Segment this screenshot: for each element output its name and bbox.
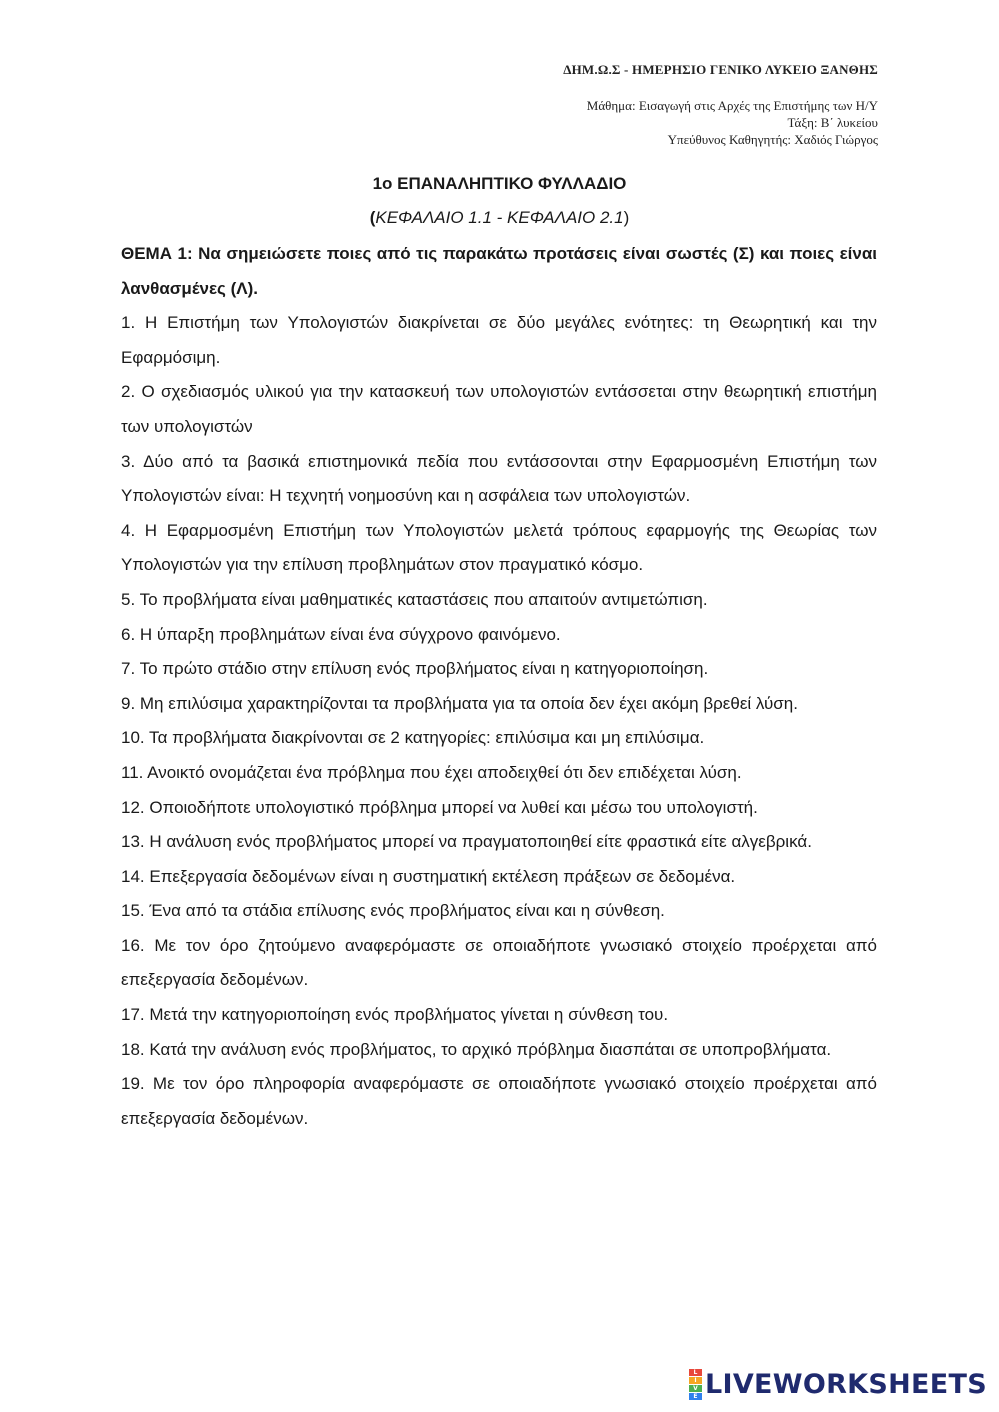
statement-10: 10. Τα προβλήματα διακρίνονται σε 2 κατηγορίες: επιλύσιμα και μη επιλύσιμα. bbox=[121, 728, 705, 748]
logo-block-l: L bbox=[689, 1369, 702, 1376]
course-name: Μάθημα: Εισαγωγή στις Αρχές της Επιστήμης των Η/Υ bbox=[586, 98, 878, 113]
school-header: ΔΗΜ.Ω.Σ - ΗΜΕΡΗΣΙΟ ΓΕΝΙΚΟ ΛΥΚΕΙΟ ΞΑΝΘΗΣ bbox=[563, 62, 878, 77]
liveworksheets-logo[interactable] bbox=[689, 1369, 987, 1400]
topic-heading: ΘΕΜΑ 1: Να σημειώσετε ποιες από τις παρακάτω προτάσεις είναι σωστές (Σ) και ποιες είναι λανθασμένες (Λ). bbox=[121, 244, 877, 298]
logo-block-i: I bbox=[689, 1377, 702, 1384]
statement-4: 4. Η Εφαρμοσμένη Επιστήμη των Υπολογιστών μελετά τρόπους εφαρμογής της Θεωρίας των Υπολογιστών για την επίλυση προβλημάτων στον πραγματικό κόσμο. bbox=[121, 520, 877, 575]
statement-12: 12. Οποιοδήποτε υπολογιστικό πρόβλημα μπορεί να λυθεί και μέσω του υπολογιστή. bbox=[121, 797, 758, 817]
statement-2: 2. Ο σχεδιασμός υλικού για την κατασκευή των υπολογιστών εντάσσεται στην θεωρητική επιστήμη των υπολογιστών bbox=[121, 382, 877, 436]
statement-18: 18. Κατά την ανάλυση ενός προβλήματος, το αρχικό πρόβλημα διασπάται σε υποπροβλήματα. bbox=[121, 1039, 832, 1059]
teacher-name: Υπεύθυνος Καθηγητής: Χαδιός Γιώργος bbox=[667, 132, 878, 147]
statement-11: 11. Ανοικτό ονομάζεται ένα πρόβλημα που έχει αποδειχθεί ότι δεν επιδέχεται λύση. bbox=[121, 762, 742, 782]
statement-5: 5. Το προβλήματα είναι μαθηματικές καταστάσεις που απαιτούν αντιμετώπιση. bbox=[121, 589, 708, 609]
page-subtitle bbox=[0, 208, 999, 228]
statement-6: 6. Η ύπαρξη προβλημάτων είναι ένα σύγχρονο φαινόμενο. bbox=[121, 624, 561, 644]
statement-17: 17. Μετά την κατηγοριοποίηση ενός προβλήματος γίνεται η σύνθεση του. bbox=[121, 1005, 669, 1025]
logo-icon bbox=[689, 1369, 702, 1400]
course-info bbox=[587, 97, 878, 148]
statement-15: 15. Ένα από τα στάδια επίλυσης ενός προβλήματος είναι και η σύνθεση. bbox=[121, 901, 665, 921]
statement-9: 9. Μη επιλύσιμα χαρακτηρίζονται τα προβλήματα για τα οποία δεν έχει ακόμη βρεθεί λύση. bbox=[121, 693, 798, 713]
worksheet-content bbox=[121, 237, 877, 1136]
statement-3: 3. Δύο από τα βασικά επιστημονικά πεδία που εντάσσονται στην Εφαρμοσμένη Επιστήμη των Υπολογιστών είναι: Η τεχνητή νοημοσύνη και η ασφάλεια των υπολογιστών. bbox=[121, 451, 877, 506]
statement-7: 7. Το πρώτο στάδιο στην επίλυση ενός προβλήματος είναι η κατηγοριοποίηση. bbox=[121, 659, 709, 679]
logo-text: LIVEWORKSHEETS bbox=[704, 1368, 987, 1400]
page-title: 1ο ΕΠΑΝΑΛΗΠΤΙΚΟ ΦΥΛΛΑΔΙΟ bbox=[372, 174, 627, 193]
statement-19: 19. Με τον όρο πληροφορία αναφερόμαστε σε οποιαδήποτε γνωσιακό στοιχείο προέρχεται από επεξεργασία δεδομένων. bbox=[121, 1074, 877, 1128]
subtitle-close-paren: ) bbox=[623, 208, 630, 227]
logo-block-v: V bbox=[689, 1385, 702, 1392]
subtitle-chapters: ΚΕΦΑΛΑΙΟ 1.1 - ΚΕΦΑΛΑΙΟ 2.1 bbox=[375, 208, 624, 227]
statement-14: 14. Επεξεργασία δεδομένων είναι η συστηματική εκτέλεση πράξεων σε δεδομένα. bbox=[121, 866, 736, 886]
grade-label: Τάξη: Β΄ λυκείου bbox=[787, 115, 878, 130]
logo-block-e: E bbox=[689, 1393, 702, 1400]
statement-13: 13. Η ανάλυση ενός προβλήματος μπορεί να πραγματοποιηθεί είτε φραστικά είτε αλγεβρικά. bbox=[121, 832, 812, 852]
statement-1: 1. Η Επιστήμη των Υπολογιστών διακρίνεται σε δύο μεγάλες ενότητες: τη Θεωρητική και την Εφαρμόσιμη. bbox=[121, 313, 877, 367]
statement-16: 16. Με τον όρο ζητούμενο αναφερόμαστε σε οποιαδήποτε γνωσιακό στοιχείο προέρχεται από επεξεργασία δεδομένων. bbox=[121, 935, 877, 990]
subtitle-open-paren: ( bbox=[369, 208, 376, 227]
